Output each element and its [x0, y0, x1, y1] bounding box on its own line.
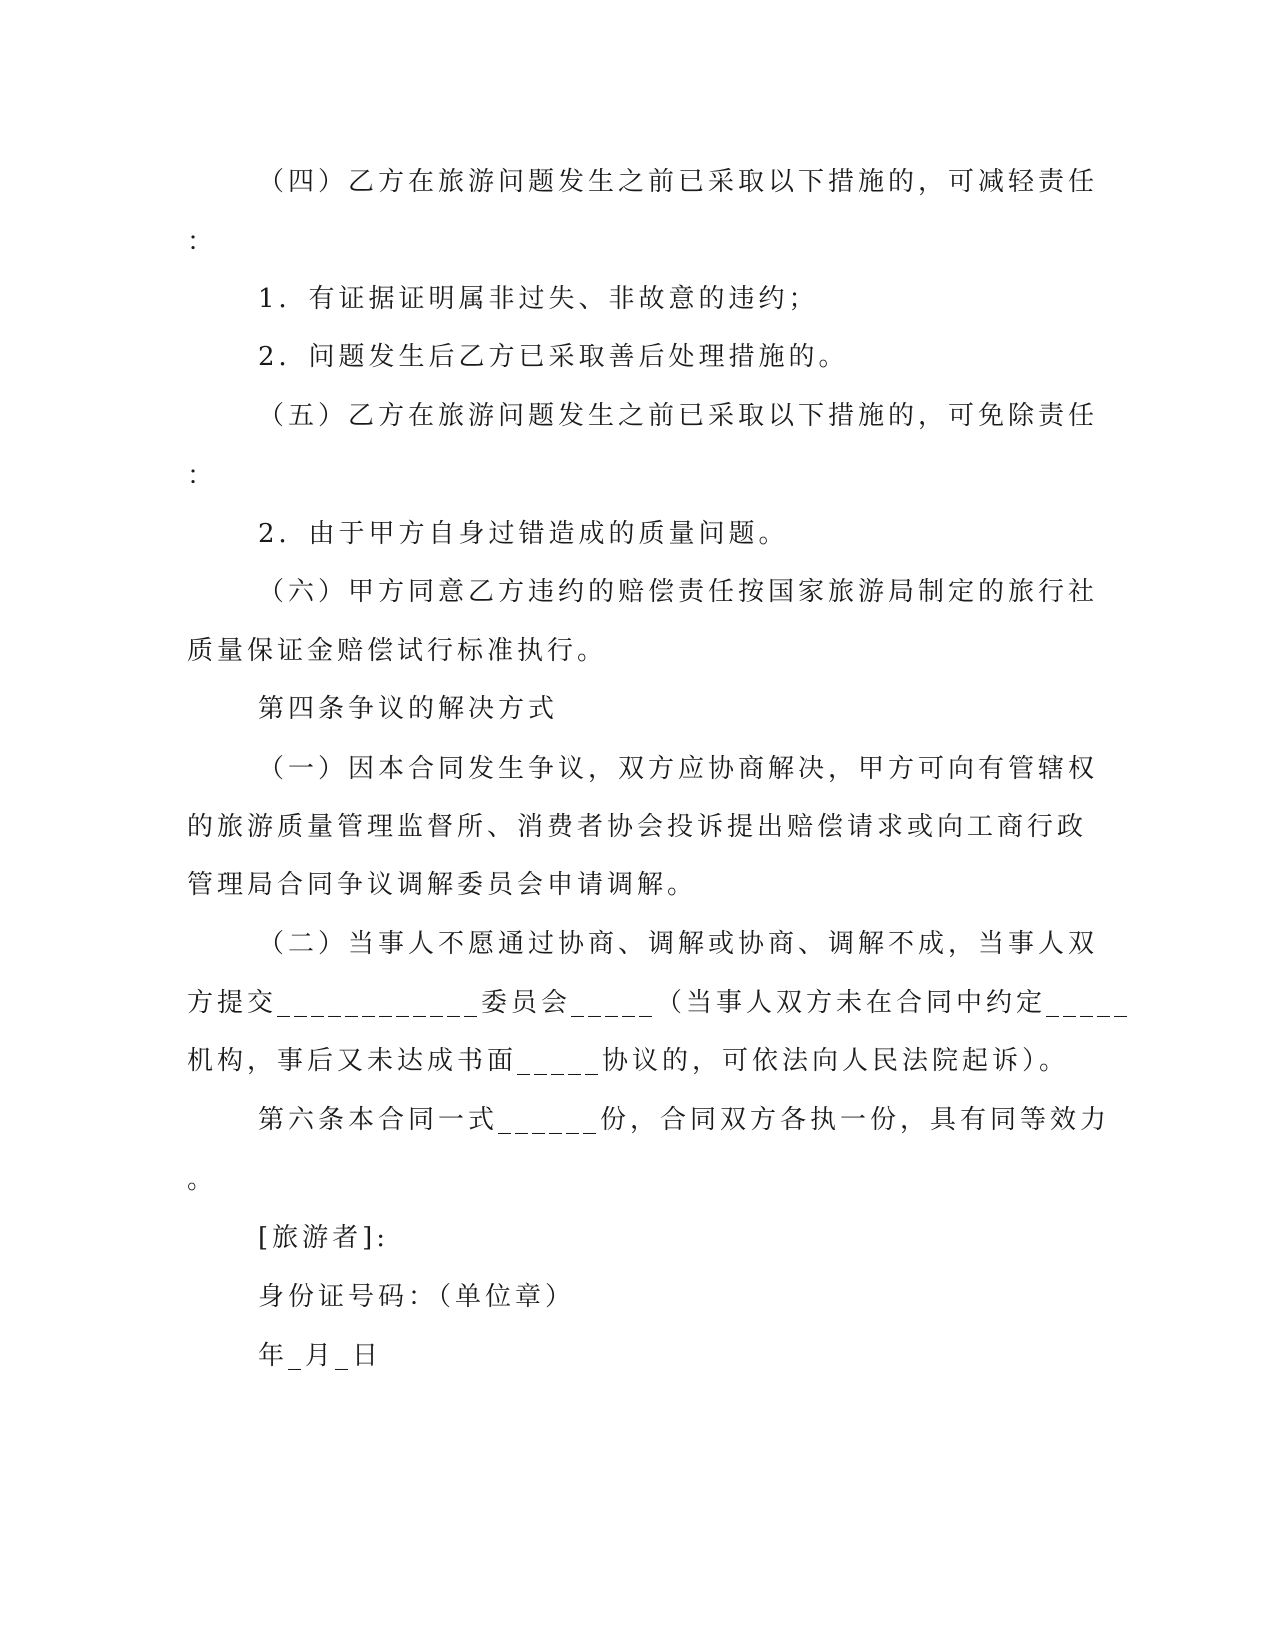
article-4-item-2: （二）当事人不愿通过协商、调解或协商、调解不成，当事人双 [258, 929, 1099, 959]
article-4-item-2-line-2: 方提交____________委员会_____（当事人双方未在合同中约定_____ [187, 988, 1132, 1018]
clause-5-heading: （五）乙方在旅游问题发生之前已采取以下措施的，可免除责任 [258, 401, 1099, 431]
article-6-paragraph-continuation: 。 [187, 1165, 218, 1195]
clause-4-item-2: 2．问题发生后乙方已采取善后处理措施的。 [258, 342, 849, 372]
article-4-item-1-line-3: 管理局合同争议调解委员会申请调解。 [187, 870, 698, 900]
article-4-heading: 第四条争议的解决方式 [258, 694, 559, 724]
article-6-paragraph: 第六条本合同一式______份，合同双方各执一份，具有同等效力 [258, 1105, 1111, 1135]
article-4-item-2-line-3: 机构，事后又未达成书面_____协议的，可依法向人民法院起诉）。 [187, 1046, 1070, 1076]
article-4-item-1-line-2: 的旅游质量管理监督所、消费者协会投诉提出赔偿请求或向工商行政 [187, 812, 1088, 842]
clause-4-heading-continuation: ： [187, 227, 218, 257]
signature-traveler-label: [旅游者]: [258, 1223, 390, 1253]
clause-4-heading: （四）乙方在旅游问题发生之前已采取以下措施的，可减轻责任 [258, 167, 1099, 197]
clause-5-heading-continuation: ： [187, 461, 218, 491]
article-4-item-1: （一）因本合同发生争议，双方应协商解决，甲方可向有管辖权 [258, 754, 1099, 784]
clause-6-paragraph: （六）甲方同意乙方违约的赔偿责任按国家旅游局制定的旅行社 [258, 577, 1099, 607]
clause-6-paragraph-continuation: 质量保证金赔偿试行标准执行。 [187, 636, 608, 666]
signature-id-number-label: 身份证号码：（单位章） [258, 1282, 576, 1312]
signature-date-line: 年_月_日 [258, 1341, 383, 1371]
clause-5-item-2: 2．由于甲方自身过错造成的质量问题。 [258, 519, 789, 549]
clause-4-item-1: 1．有证据证明属非过失、非故意的违约； [258, 284, 819, 314]
